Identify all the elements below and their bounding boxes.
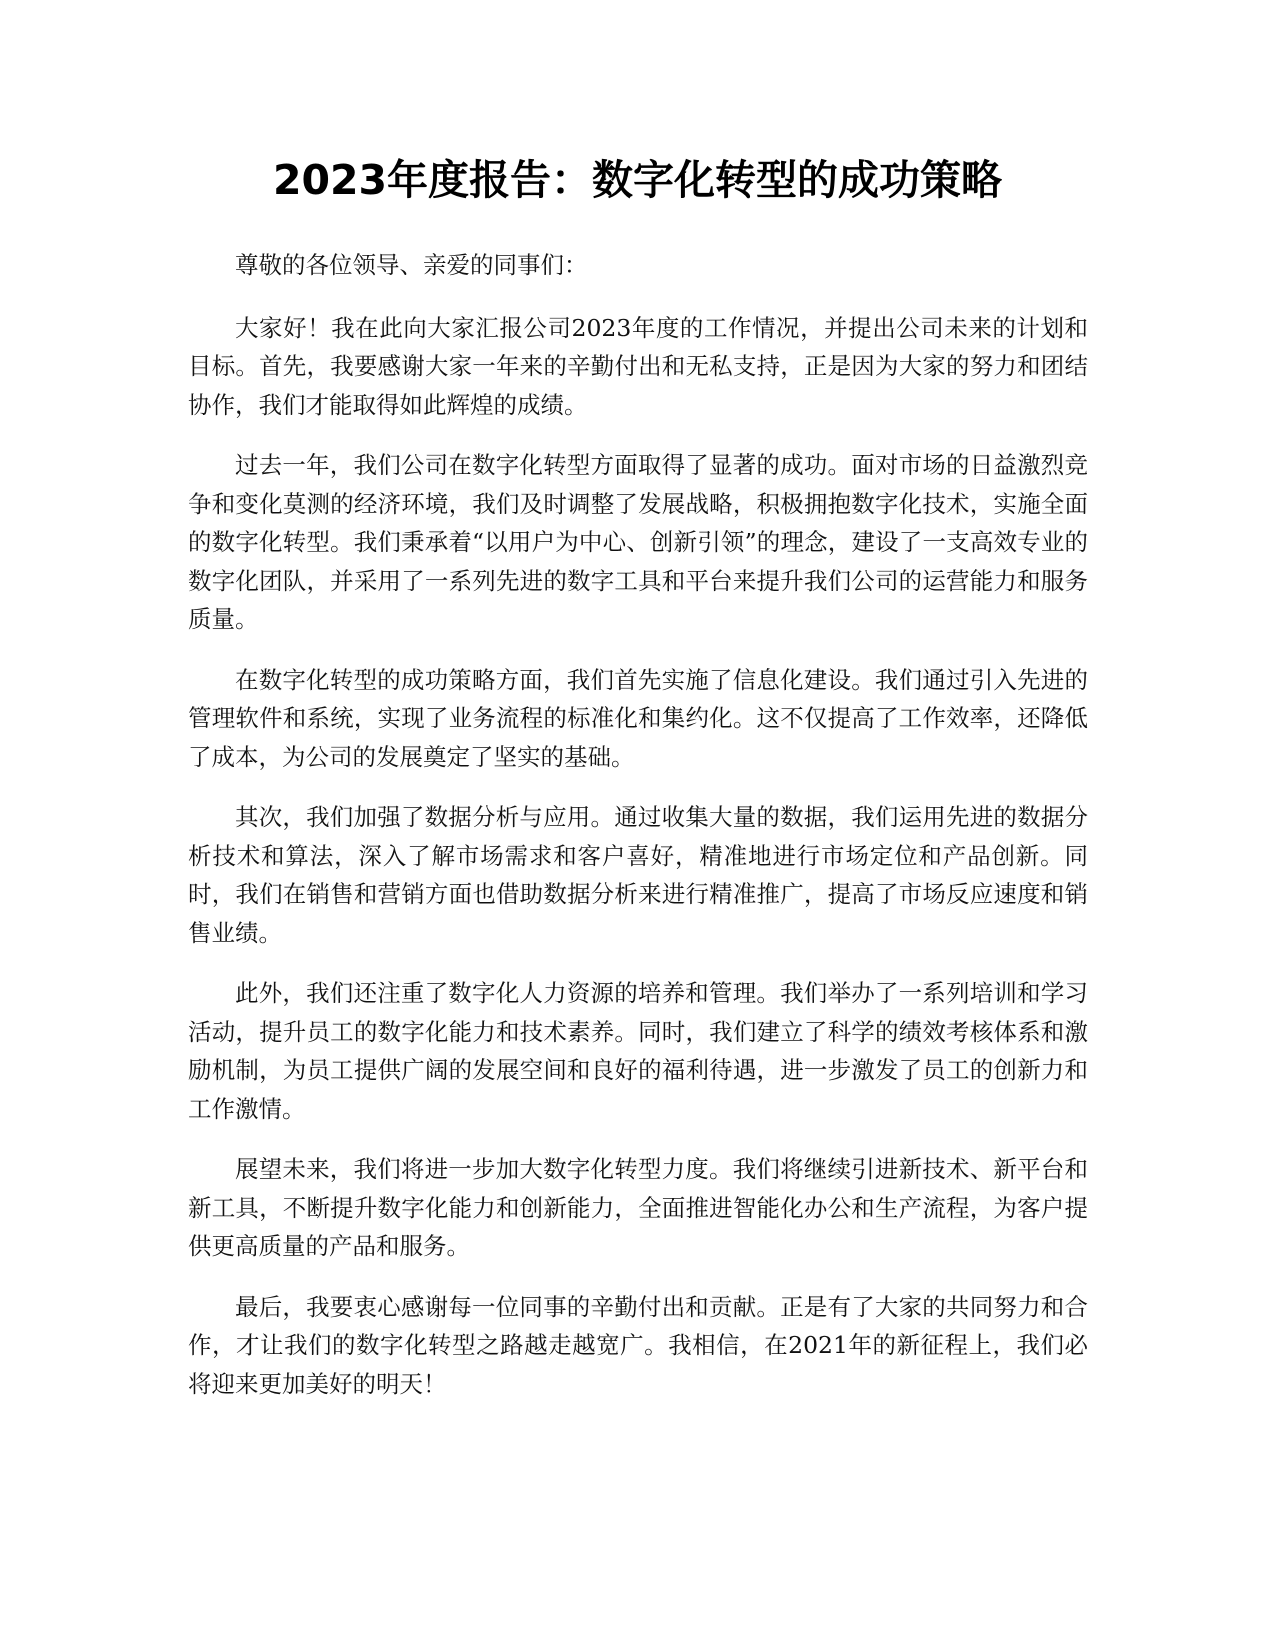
closing-paragraph: 最后，我要衷心感谢每一位同事的辛勤付出和贡献。正是有了大家的共同努力和合作，才让我们的数字化转型之路越走越宽广。我相信，在2021年的新征程上，我们必将迎来更加美好的明天！ bbox=[188, 1292, 1088, 1398]
document-body bbox=[188, 246, 1088, 1425]
informatization-paragraph: 在数字化转型的成功策略方面，我们首先实施了信息化建设。我们通过引入先进的管理软件和系统，实现了业务流程的标准化和集约化。这不仅提高了工作效率，还降低了成本，为公司的发展奠定了坚实的基础。 bbox=[188, 665, 1088, 771]
past-year-paragraph: 过去一年，我们公司在数字化转型方面取得了显著的成功。面对市场的日益激烈竞争和变化莫测的经济环境，我们及时调整了发展战略，积极拥抱数字化技术，实施全面的数字化转型。我们秉承着“以用户为中心、创新引领”的理念，建设了一支高效专业的数字化团队，并采用了一系列先进的数字工具和平台来提升我们公司的运营能力和服务质量。 bbox=[188, 451, 1088, 633]
salutation-paragraph: 尊敬的各位领导、亲爱的同事们： bbox=[235, 251, 588, 279]
greeting-paragraph: 大家好！我在此向大家汇报公司2023年度的工作情况，并提出公司未来的计划和目标。首先，我要感谢大家一年来的辛勤付出和无私支持，正是因为大家的努力和团结协作，我们才能取得如此辉煌的成绩。 bbox=[188, 313, 1088, 419]
data-analysis-paragraph: 其次，我们加强了数据分析与应用。通过收集大量的数据，我们运用先进的数据分析技术和算法，深入了解市场需求和客户喜好，精准地进行市场定位和产品创新。同时，我们在销售和营销方面也借助数据分析来进行精准推广，提高了市场反应速度和销售业绩。 bbox=[188, 803, 1088, 947]
outlook-paragraph: 展望未来，我们将进一步加大数字化转型力度。我们将继续引进新技术、新平台和新工具，不断提升数字化能力和创新能力，全面推进智能化办公和生产流程，为客户提供更高质量的产品和服务。 bbox=[188, 1155, 1088, 1260]
human-resources-paragraph: 此外，我们还注重了数字化人力资源的培养和管理。我们举办了一系列培训和学习活动，提升员工的数字化能力和技术素养。同时，我们建立了科学的绩效考核体系和激励机制，为员工提供广阔的发展空间和良好的福利待遇，进一步激发了员工的创新力和工作激情。 bbox=[188, 979, 1088, 1123]
document-title: 2023年度报告：数字化转型的成功策略 bbox=[272, 156, 1003, 204]
